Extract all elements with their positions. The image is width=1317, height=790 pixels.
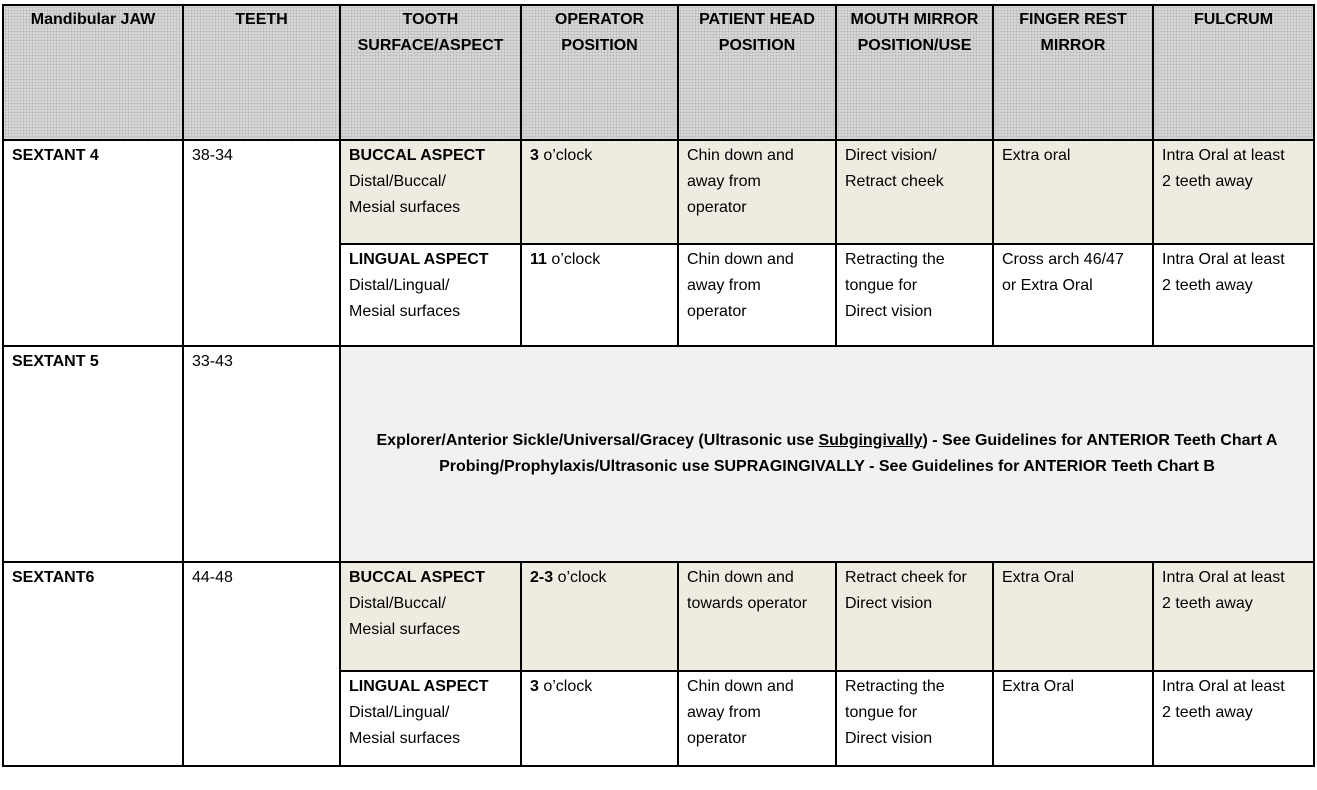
- sextant4-name: SEXTANT 4: [3, 140, 183, 346]
- header-patient-head-position: PATIENT HEAD POSITION: [678, 5, 836, 140]
- sextant5-line1: Explorer/Anterior Sickle/Universal/Gracey (Ultrasonic use Subgingivally) - See Guidelines for ANTERIOR Teeth Chart A: [376, 432, 1278, 449]
- sextant5-guidelines: [340, 346, 1314, 562]
- sextant6-teeth: 44-48: [183, 562, 340, 766]
- sextant6-lingual-finger-rest: Extra Oral: [993, 671, 1153, 766]
- sextant4-lingual-operator: 11 o’clock: [521, 244, 678, 346]
- header-finger-rest: FINGER REST MIRROR: [993, 5, 1153, 140]
- sextant5-name: SEXTANT 5: [3, 346, 183, 562]
- sextant6-lingual-operator: 3 o’clock: [521, 671, 678, 766]
- sextant5-line2: Probing/Prophylaxis/Ultrasonic use SUPRAGINGIVALLY - See Guidelines for ANTERIOR Teeth Chart B: [439, 458, 1215, 475]
- sextant6-buccal-head: Chin down and towards operator: [678, 562, 836, 671]
- sextant4-buccal-head: Chin down and away from operator: [678, 140, 836, 244]
- header-surface: TOOTH SURFACE/ASPECT: [340, 5, 521, 140]
- sextant6-lingual-head: Chin down and away from operator: [678, 671, 836, 766]
- sextant6-lingual-mirror: Retracting the tongue for Direct vision: [836, 671, 993, 766]
- sextant4-lingual-surface: LINGUAL ASPECT Distal/Lingual/ Mesial surfaces: [340, 244, 521, 346]
- header-operator-position: OPERATOR POSITION: [521, 5, 678, 140]
- header-teeth: TEETH: [183, 5, 340, 140]
- sextant6-name: SEXTANT6: [3, 562, 183, 766]
- sextant6-buccal-row: [3, 562, 1314, 671]
- sextant4-buccal-fulcrum: Intra Oral at least 2 teeth away: [1153, 140, 1314, 244]
- header-mouth-mirror: MOUTH MIRROR POSITION/USE: [836, 5, 993, 140]
- header-row: [3, 5, 1314, 140]
- instrumentation-table: [2, 4, 1315, 767]
- sextant4-buccal-surface: BUCCAL ASPECT Distal/Buccal/ Mesial surfaces: [340, 140, 521, 244]
- header-fulcrum: FULCRUM: [1153, 5, 1314, 140]
- sextant6-buccal-fulcrum: Intra Oral at least 2 teeth away: [1153, 562, 1314, 671]
- sextant4-teeth: 38-34: [183, 140, 340, 346]
- sextant4-buccal-row: [3, 140, 1314, 244]
- sextant4-buccal-operator: 3 o’clock: [521, 140, 678, 244]
- sextant6-lingual-fulcrum: Intra Oral at least 2 teeth away: [1153, 671, 1314, 766]
- header-jaw: Mandibular JAW: [3, 5, 183, 140]
- sextant4-buccal-mirror: Direct vision/ Retract cheek: [836, 140, 993, 244]
- sextant6-buccal-mirror: Retract cheek for Direct vision: [836, 562, 993, 671]
- sextant6-buccal-surface: BUCCAL ASPECT Distal/Buccal/ Mesial surfaces: [340, 562, 521, 671]
- sextant4-lingual-mirror: Retracting the tongue for Direct vision: [836, 244, 993, 346]
- sextant4-lingual-finger-rest: Cross arch 46/47 or Extra Oral: [993, 244, 1153, 346]
- sextant6-lingual-surface: LINGUAL ASPECT Distal/Lingual/ Mesial surfaces: [340, 671, 521, 766]
- sextant5-teeth: 33-43: [183, 346, 340, 562]
- sextant5-row: [3, 346, 1314, 562]
- sextant4-lingual-fulcrum: Intra Oral at least 2 teeth away: [1153, 244, 1314, 346]
- sextant4-lingual-head: Chin down and away from operator: [678, 244, 836, 346]
- sextant6-buccal-finger-rest: Extra Oral: [993, 562, 1153, 671]
- sextant6-buccal-operator: 2-3 o’clock: [521, 562, 678, 671]
- sextant4-buccal-finger-rest: Extra oral: [993, 140, 1153, 244]
